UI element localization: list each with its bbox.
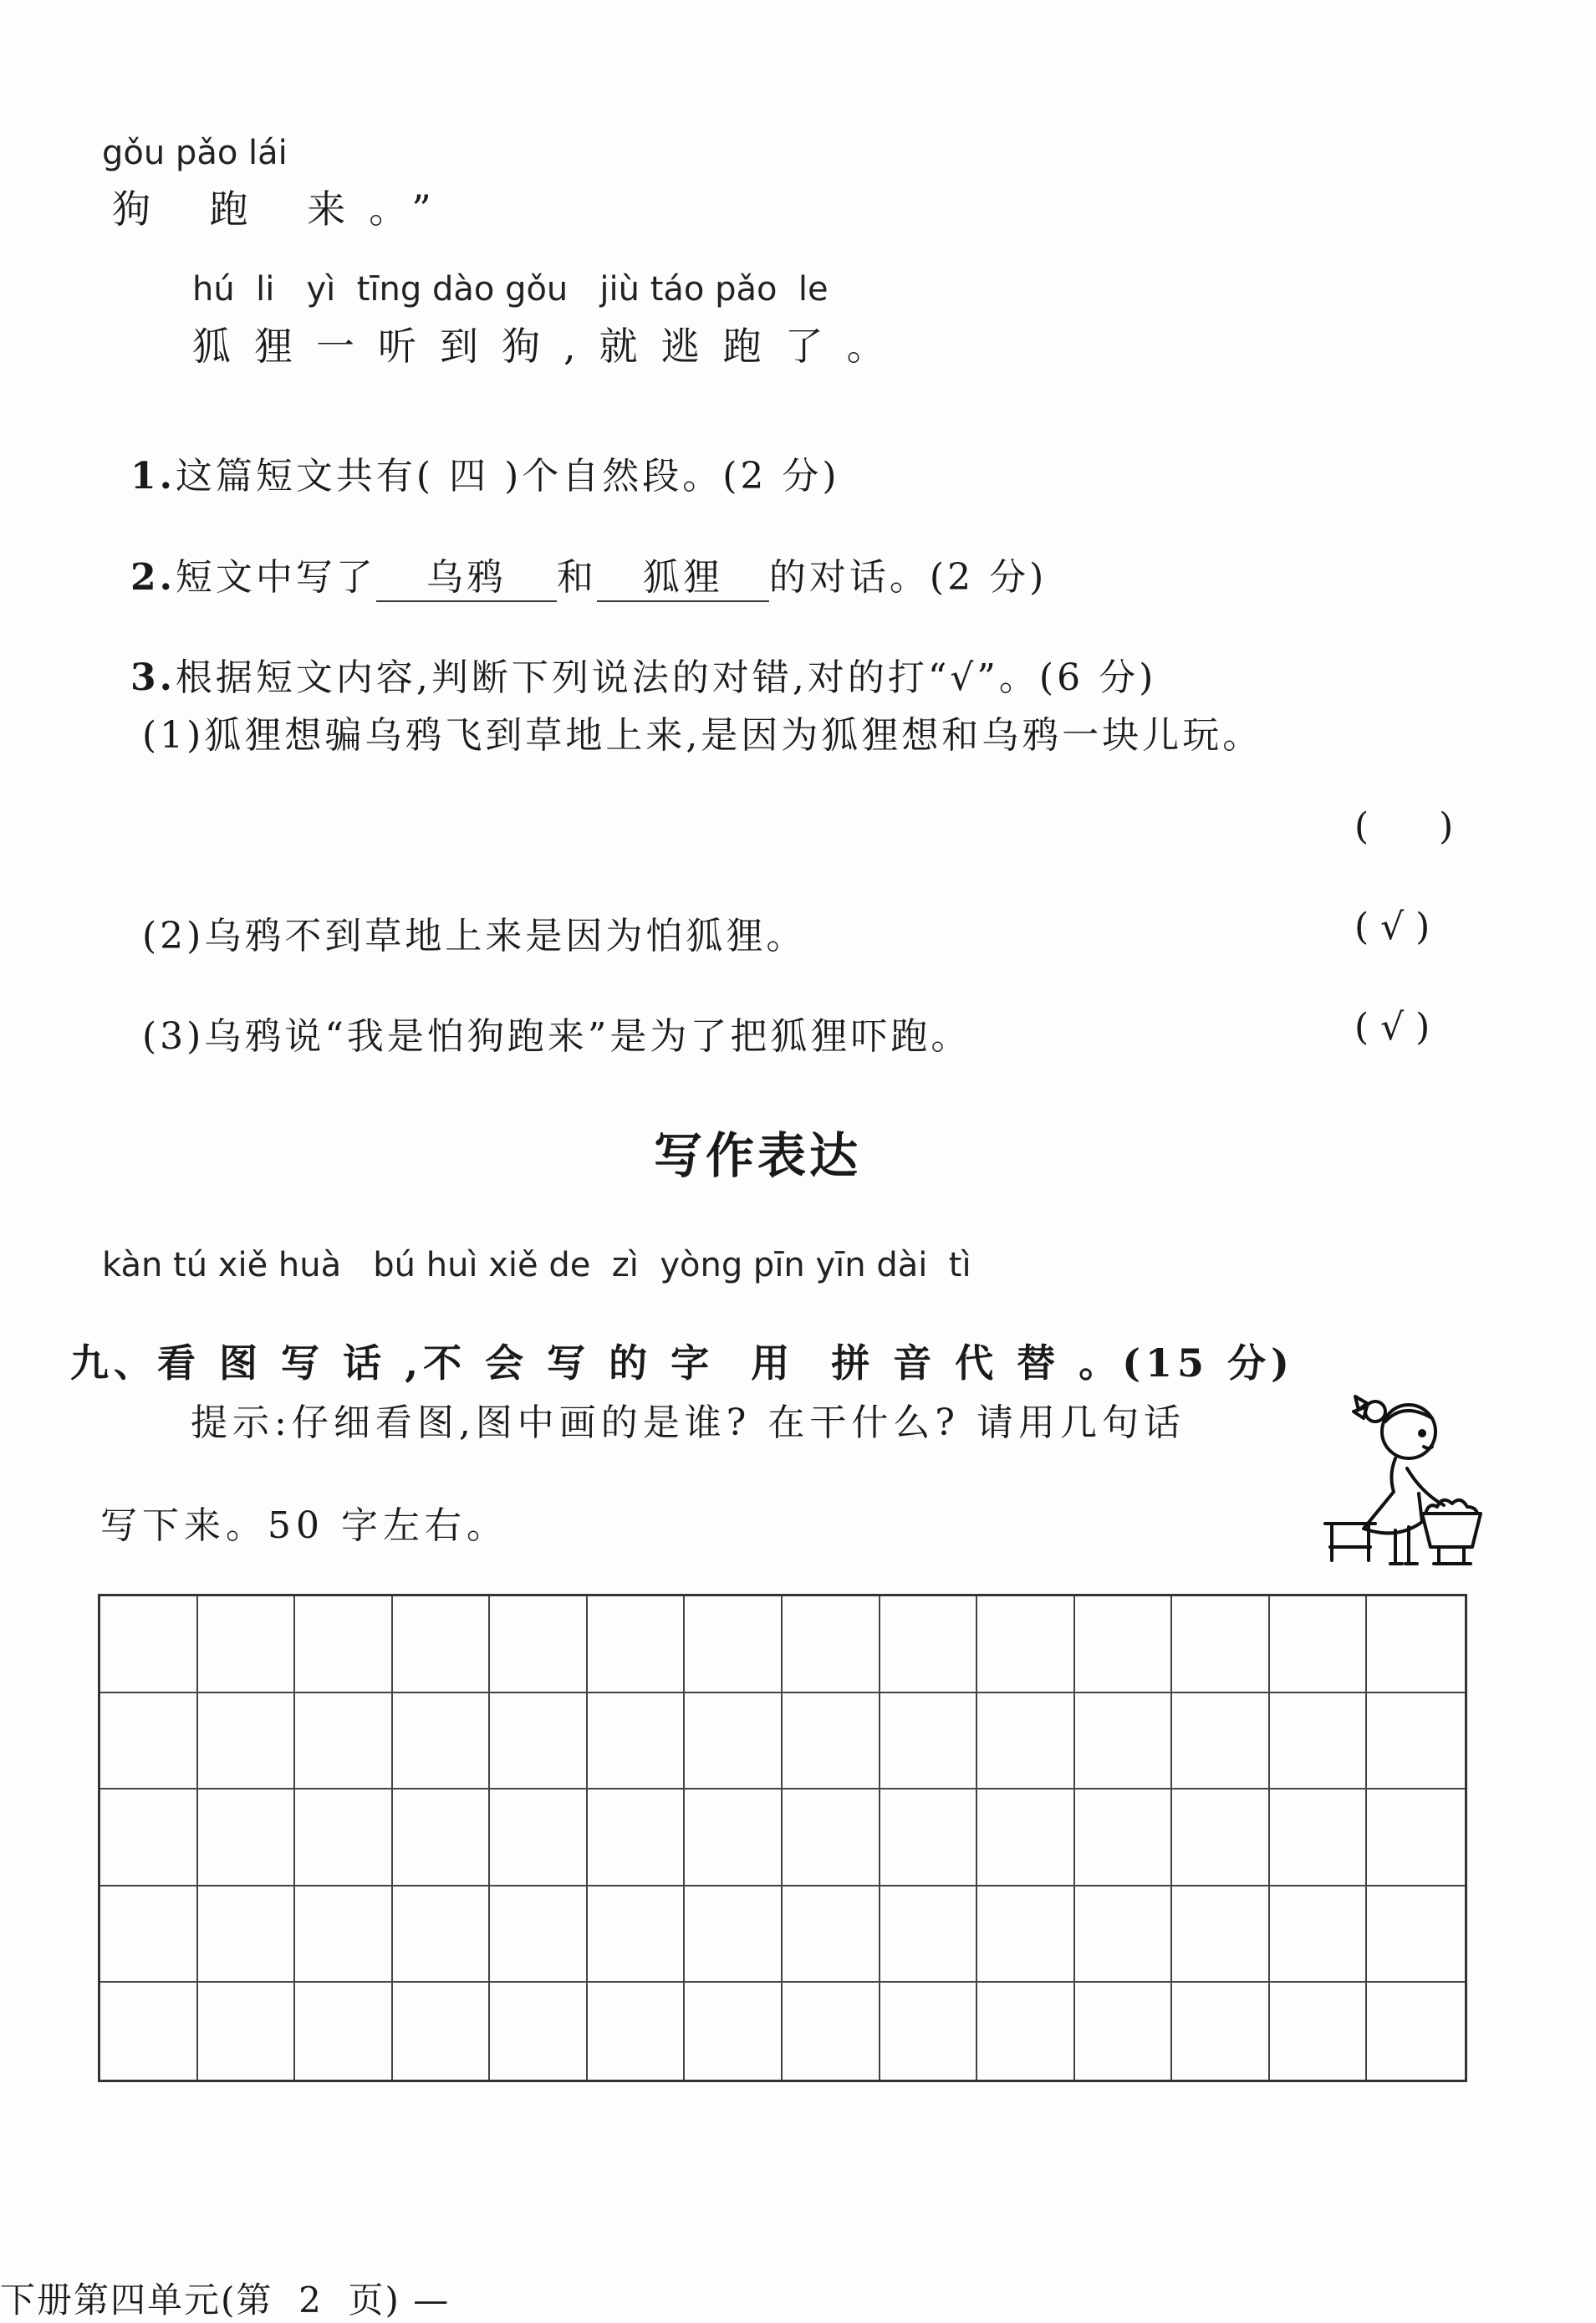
grid-cell[interactable] — [783, 1983, 880, 2080]
grid-cell[interactable] — [588, 1693, 686, 1790]
grid-cell[interactable] — [393, 1596, 491, 1693]
grid-cell[interactable] — [880, 1596, 978, 1693]
grid-cell[interactable] — [588, 1596, 686, 1693]
grid-cell[interactable] — [100, 1886, 198, 1983]
writing-grid[interactable] — [98, 1594, 1467, 2082]
answer-text: 四 — [434, 455, 505, 498]
task-number: 九、 — [70, 1340, 158, 1386]
question-3: 3.根据短文内容,判断下列说法的对错,对的打“√”。(6 分) — [130, 656, 1157, 699]
grid-cell[interactable] — [1270, 1983, 1368, 2080]
text-line-2: 狐狸一听到狗,就逃跑了。 — [192, 324, 909, 369]
grid-cell[interactable] — [977, 1886, 1075, 1983]
grid-cell[interactable] — [1172, 1886, 1270, 1983]
grid-cell[interactable] — [588, 1789, 686, 1886]
grid-cell[interactable] — [880, 1983, 978, 2080]
question-number: 2. — [130, 556, 176, 599]
grid-cell[interactable] — [100, 1983, 198, 2080]
grid-cell[interactable] — [295, 1886, 393, 1983]
grid-cell[interactable] — [198, 1693, 296, 1790]
grid-cell[interactable] — [1270, 1886, 1368, 1983]
grid-cell[interactable] — [1172, 1983, 1270, 2080]
section-title: 写作表达 — [654, 1127, 862, 1184]
grid-cell[interactable] — [1270, 1693, 1368, 1790]
grid-cell[interactable] — [295, 1983, 393, 2080]
grid-cell[interactable] — [393, 1693, 491, 1790]
grid-cell[interactable] — [1367, 1983, 1465, 2080]
grid-cell[interactable] — [685, 1789, 783, 1886]
judge-item-1: (1)狐狸想骗乌鸦飞到草地上来,是因为狐狸想和乌鸦一块儿玩。 — [142, 714, 1263, 757]
judge-item-2: (2)乌鸦不到草地上来是因为怕狐狸。 — [142, 915, 807, 957]
grid-cell[interactable] — [1270, 1789, 1368, 1886]
grid-cell[interactable] — [1367, 1596, 1465, 1693]
grid-cell[interactable] — [977, 1693, 1075, 1790]
pinyin-line-2: hú li yì tīng dào gǒu jiù táo pǎo le — [192, 270, 829, 309]
grid-cell[interactable] — [100, 1789, 198, 1886]
girl-washing-illustration — [1308, 1388, 1484, 1580]
grid-cell[interactable] — [588, 1886, 686, 1983]
grid-cell[interactable] — [393, 1983, 491, 2080]
pinyin-line-1: gǒu pǎo lái — [102, 134, 288, 172]
grid-cell[interactable] — [1075, 1886, 1173, 1983]
grid-cell[interactable] — [783, 1789, 880, 1886]
grid-cell[interactable] — [490, 1789, 588, 1886]
grid-cell[interactable] — [100, 1596, 198, 1693]
grid-cell[interactable] — [783, 1693, 880, 1790]
grid-cell[interactable] — [1367, 1693, 1465, 1790]
grid-cell[interactable] — [1367, 1886, 1465, 1983]
grid-cell[interactable] — [490, 1886, 588, 1983]
grid-cell[interactable] — [490, 1596, 588, 1693]
task-heading: 九、看 图 写 话 ,不 会 写 的 字 用 拼 音 代 替 。(15 分) — [70, 1340, 1294, 1386]
grid-cell[interactable] — [490, 1983, 588, 2080]
grid-cell[interactable] — [198, 1886, 296, 1983]
grid-cell[interactable] — [295, 1693, 393, 1790]
grid-cell[interactable] — [880, 1886, 978, 1983]
grid-cell[interactable] — [1270, 1596, 1368, 1693]
grid-cell[interactable] — [1075, 1693, 1173, 1790]
grid-cell[interactable] — [685, 1983, 783, 2080]
grid-cell[interactable] — [783, 1596, 880, 1693]
grid-cell[interactable] — [685, 1886, 783, 1983]
grid-cell[interactable] — [1172, 1693, 1270, 1790]
judge-item-3: (3)乌鸦说“我是怕狗跑来”是为了把狐狸吓跑。 — [142, 1015, 971, 1058]
grid-cell[interactable] — [880, 1789, 978, 1886]
page-footer: 下册第四单元(第 2 页) — — [0, 2280, 451, 2320]
grid-cell[interactable] — [1075, 1789, 1173, 1886]
question-number: 1. — [130, 455, 176, 498]
grid-cell[interactable] — [977, 1789, 1075, 1886]
grid-cell[interactable] — [295, 1789, 393, 1886]
hint-line-1: 提示:仔细看图,图中画的是谁? 在干什么? 请用几句话 — [191, 1401, 1186, 1444]
grid-cell[interactable] — [295, 1596, 393, 1693]
answer-blank-1: 乌鸦 — [376, 547, 557, 602]
grid-cell[interactable] — [977, 1596, 1075, 1693]
grid-cell[interactable] — [977, 1983, 1075, 2080]
grid-cell[interactable] — [490, 1693, 588, 1790]
grid-cell[interactable] — [685, 1693, 783, 1790]
hint-line-2: 写下来。50 字左右。 — [100, 1504, 508, 1547]
task-pinyin: kàn tú xiě huà bú huì xiě de zì yòng pīn yīn dài tì — [102, 1246, 971, 1284]
grid-cell[interactable] — [1075, 1596, 1173, 1693]
judge-mark-3: ( √ ) — [1354, 1006, 1430, 1049]
grid-cell[interactable] — [198, 1789, 296, 1886]
grid-cell[interactable] — [588, 1983, 686, 2080]
grid-cell[interactable] — [198, 1596, 296, 1693]
task-score: (15 分) — [1122, 1340, 1294, 1386]
grid-cell[interactable] — [783, 1886, 880, 1983]
judge-mark-1: ( ) — [1354, 805, 1454, 848]
question-2: 2.短文中写了 乌鸦 和 狐狸 的对话。(2 分) — [100, 504, 1047, 602]
judge-mark-2: ( √ ) — [1354, 906, 1430, 948]
grid-cell[interactable] — [685, 1596, 783, 1693]
grid-cell[interactable] — [393, 1886, 491, 1983]
grid-cell[interactable] — [393, 1789, 491, 1886]
grid-cell[interactable] — [198, 1983, 296, 2080]
question-number: 3. — [130, 656, 176, 699]
grid-cell[interactable] — [1367, 1789, 1465, 1886]
grid-cell[interactable] — [1172, 1789, 1270, 1886]
answer-blank-2: 狐狸 — [597, 547, 769, 602]
text-line-1: 狗 跑 来。” — [112, 186, 455, 232]
grid-cell[interactable] — [1172, 1596, 1270, 1693]
grid-cell[interactable] — [1075, 1983, 1173, 2080]
grid-cell[interactable] — [880, 1693, 978, 1790]
question-1: 1.这篇短文共有( 四 )个自然段。(2 分) — [130, 455, 840, 498]
grid-cell[interactable] — [100, 1693, 198, 1790]
